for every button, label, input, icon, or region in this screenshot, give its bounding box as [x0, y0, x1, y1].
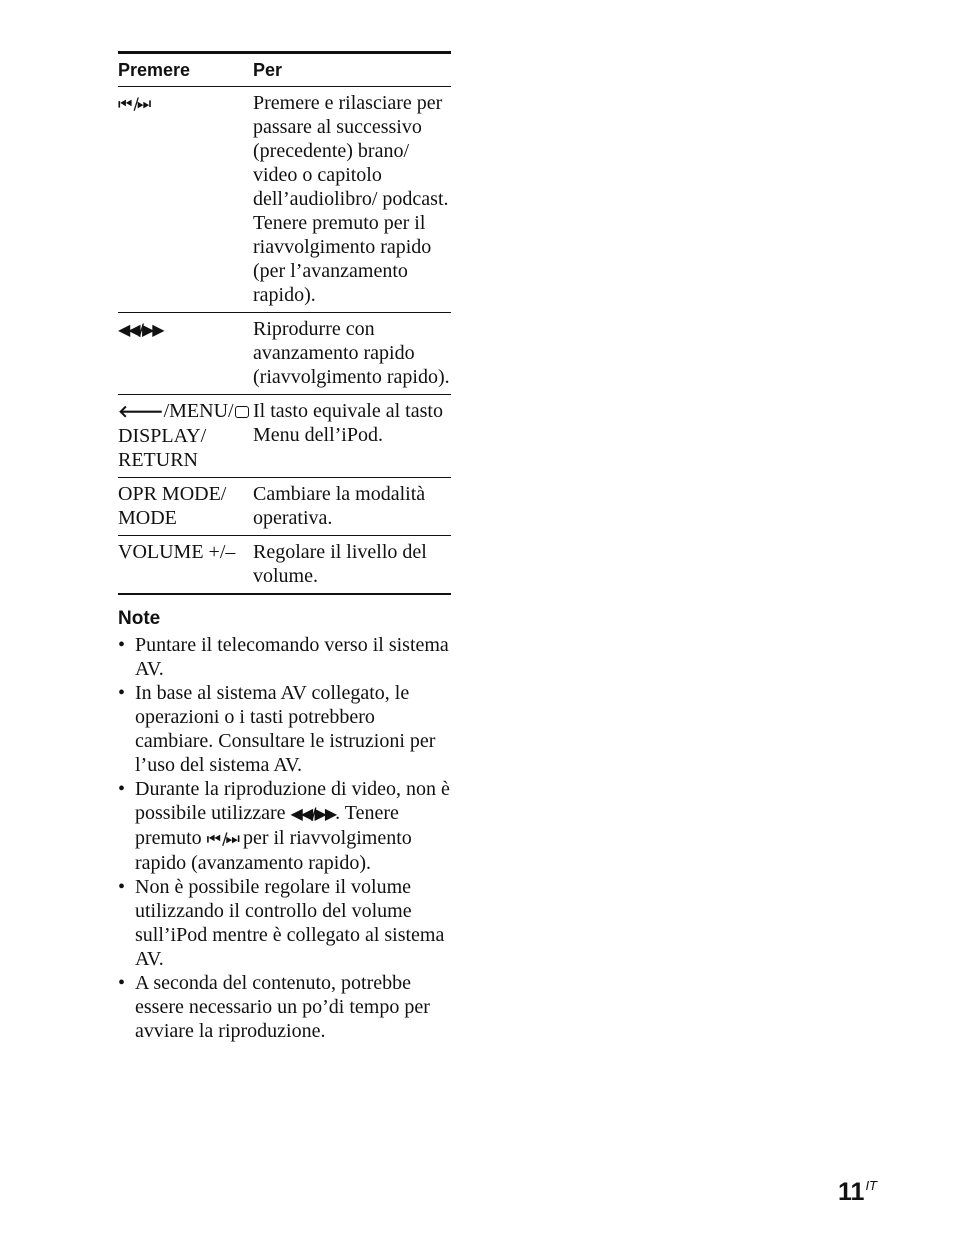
list-item: [118, 777, 451, 875]
desc-text-2: Tenere premuto per il riavvolgimento rapido (per l’avanzamento rapido).: [253, 212, 432, 306]
page-number-value: 11: [838, 1178, 865, 1206]
table-header-row: [118, 53, 451, 87]
key-cell: [118, 313, 253, 395]
key-label-menu: /MENU/: [163, 400, 234, 422]
table-row: [118, 395, 451, 478]
table-row: [118, 478, 451, 536]
desc-cell: Il tasto equivale al tasto Menu dell’iPod.: [253, 395, 451, 478]
key-cell: [118, 87, 253, 313]
notes-list: [118, 633, 451, 1043]
desc-text: Premere e rilasciare per passare al successivo (precedente) brano/ video o capitolo dell’audiolibro/ podcast.: [253, 92, 449, 210]
back-arrow-icon: 🡐: [118, 402, 164, 422]
main-column: [118, 51, 451, 1043]
list-item: • In base al sistema AV collegato, le operazioni o i tasti potrebbero cambiare. Consultare le istruzioni per l’uso del sistema AV.: [118, 681, 451, 777]
prev-next-icon: ⏮ /⏭: [118, 94, 150, 113]
note-text: . Tenere premuto: [135, 802, 399, 849]
table-row: [118, 536, 451, 595]
page-number: [838, 1178, 877, 1207]
notes-title: Note: [118, 608, 161, 629]
table-row: [118, 313, 451, 395]
header-premere: Premere: [118, 53, 253, 87]
rewind-forward-icon: ◀◀/▶▶: [290, 804, 336, 823]
desc-cell: Cambiare la modalità operativa.: [253, 478, 451, 536]
desc-cell: [253, 87, 451, 313]
note-text: per il riavvolgimento rapido (avanzamento rapido).: [135, 827, 412, 874]
table-row: [118, 87, 451, 313]
list-item: • Puntare il telecomando verso il sistema AV.: [118, 633, 451, 681]
note-text: Durante la riproduzione di video, non è possibile utilizzare: [135, 778, 450, 824]
prev-next-icon: ⏮ /⏭: [206, 829, 238, 848]
header-per: Per: [253, 53, 451, 87]
key-label-display: DISPLAY/ RETURN: [118, 425, 207, 471]
page-lang: IT: [865, 1178, 877, 1193]
key-cell: OPR MODE/ MODE: [118, 478, 253, 536]
list-item: • A seconda del contenuto, potrebbe essere necessario un po’di tempo per avviare la riproduzione.: [118, 971, 451, 1043]
display-icon: [235, 406, 249, 418]
rewind-forward-icon: ◀◀/▶▶: [118, 320, 163, 339]
key-cell: VOLUME +/–: [118, 536, 253, 595]
list-item: • Non è possibile regolare il volume utilizzando il controllo del volume sull’iPod mentre è collegato al sistema AV.: [118, 875, 451, 971]
function-table: [118, 51, 451, 595]
key-cell: [118, 395, 253, 478]
desc-cell: Riprodurre con avanzamento rapido (riavvolgimento rapido).: [253, 313, 451, 395]
desc-cell: Regolare il livello del volume.: [253, 536, 451, 595]
